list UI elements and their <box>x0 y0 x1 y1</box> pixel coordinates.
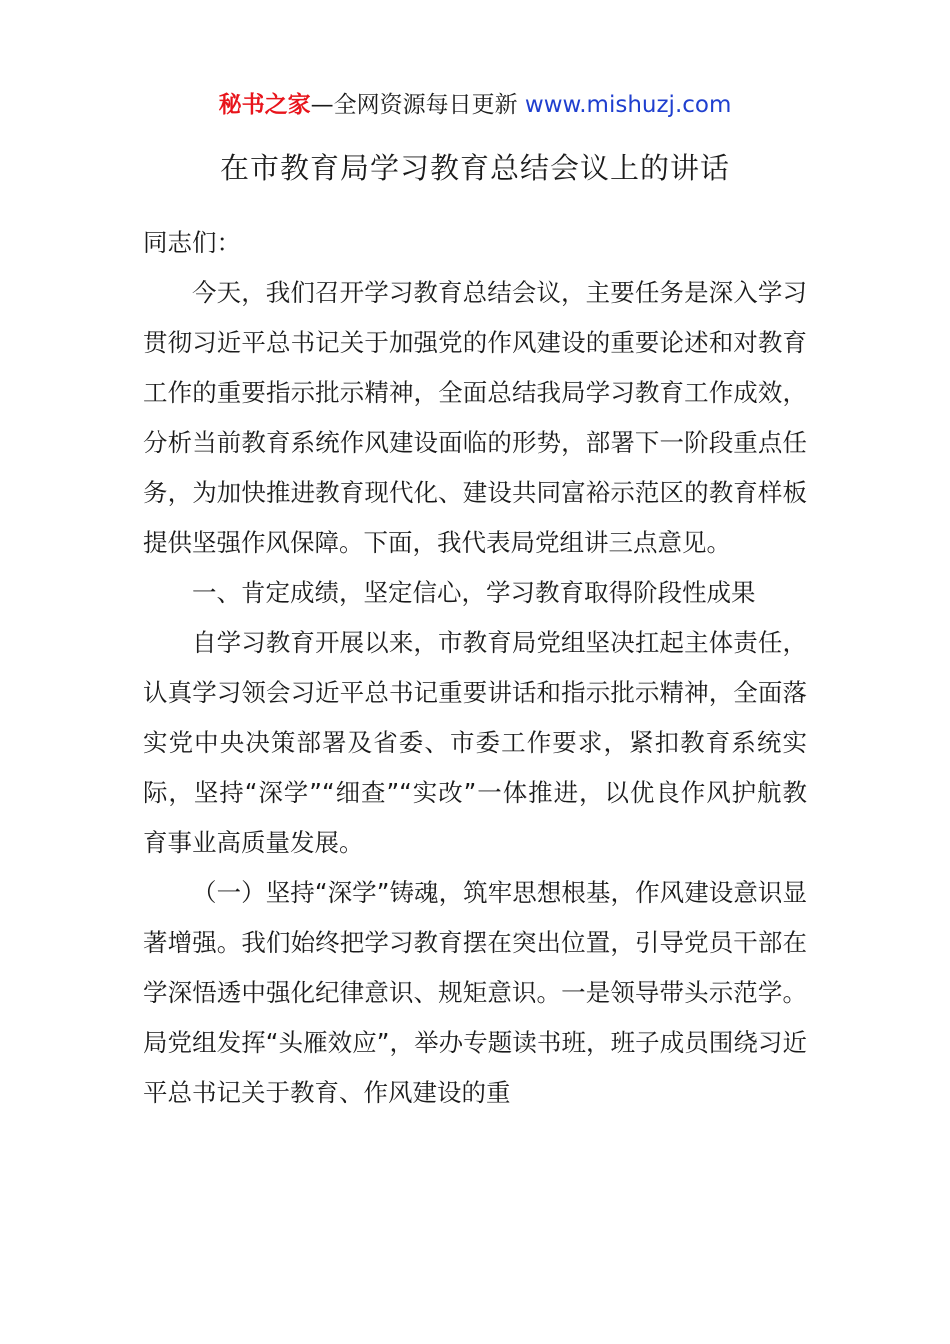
document-body <box>143 218 807 1118</box>
site-header <box>0 88 950 122</box>
paragraph-subsection-1: （一）坚持“深学”铸魂，筑牢思想根基，作风建设意识显著增强。我们始终把学习教育摆在突出位置，引导党员干部在学深悟透中强化纪律意识、规矩意识。一是领导带头示范学。局党组发挥“头雁效应”，举办专题读书班，班子成员围绕习近平总书记关于教育、作风建设的重 <box>143 878 807 1107</box>
brand-name: 秘书之家 <box>218 92 311 118</box>
header-tagline: —全网资源每日更新 <box>310 92 525 118</box>
section-heading-1: 一、肯定成绩，坚定信心，学习教育取得阶段性成果 <box>192 578 756 607</box>
paragraph-intro: 今天，我们召开学习教育总结会议，主要任务是深入学习贯彻习近平总书记关于加强党的作风建设的重要论述和对教育工作的重要指示批示精神，全面总结我局学习教育工作成效，分析当前教育系统作风建设面临的形势，部署下一阶段重点任务，为加快推进教育现代化、建设共同富裕示范区的教育样板提供坚强作风保障。下面，我代表局党组讲三点意见。 <box>143 278 807 557</box>
paragraph-section-1: 自学习教育开展以来，市教育局党组坚决扛起主体责任，认真学习领会习近平总书记重要讲话和指示批示精神，全面落实党中央决策部署及省委、市委工作要求，紧扣教育系统实际，坚持“深学”“细查”“实改”一体推进，以优良作风护航教育事业高质量发展。 <box>143 628 807 857</box>
site-url-link[interactable]: www.mishuzj.com <box>524 92 732 118</box>
salutation: 同志们： <box>143 228 241 257</box>
document-title: 在市教育局学习教育总结会议上的讲话 <box>219 151 730 185</box>
